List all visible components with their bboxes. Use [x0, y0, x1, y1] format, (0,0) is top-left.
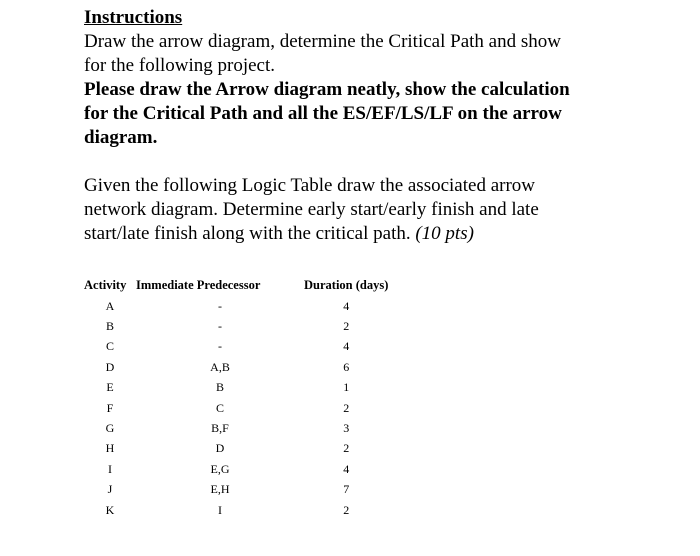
table-row [84, 500, 388, 520]
activity-cell: I [108, 461, 112, 476]
duration-cell: 6 [343, 359, 350, 374]
instructions-line-2: for the following project. [84, 55, 276, 76]
predecessor-cell: A,B [210, 359, 230, 374]
table-row [84, 418, 388, 438]
table-row [84, 378, 388, 398]
header-predecessor: Immediate Predecessor [136, 277, 261, 292]
header-activity: Activity [84, 277, 127, 292]
table-row [84, 357, 388, 377]
duration-cell: 1 [343, 380, 350, 395]
activity-cell: J [107, 482, 113, 497]
predecessor-cell: D [215, 441, 225, 456]
predecessor-cell: C [215, 400, 224, 415]
activity-cell: B [105, 319, 114, 334]
duration-cell: 2 [343, 441, 350, 456]
duration-cell: 4 [343, 339, 350, 354]
instructions-bold-line-3: diagram. [84, 127, 158, 148]
predecessor-cell: B [215, 380, 224, 395]
logic-table [84, 274, 388, 520]
points-label: (10 pts) [415, 223, 474, 244]
activity-cell: E [106, 380, 114, 395]
given-line-3 [84, 222, 684, 246]
given-line-3-text: start/late finish along with the critical path. [84, 223, 416, 244]
duration-cell: 4 [343, 461, 350, 476]
given-line-2: network diagram. Determine early start/early finish and late [84, 199, 539, 220]
predecessor-cell: - [218, 339, 222, 354]
table-row [84, 480, 388, 500]
predecessor-cell: - [218, 298, 222, 313]
table-row [84, 316, 388, 336]
duration-cell: 2 [343, 502, 350, 517]
activity-cell: C [105, 339, 114, 354]
table-row [84, 459, 388, 479]
instructions-bold-line-1: Please draw the Arrow diagram neatly, show the calculation [84, 79, 570, 100]
table-row [84, 439, 388, 459]
predecessor-cell: E,H [210, 482, 230, 497]
table-row [84, 337, 388, 357]
predecessor-cell: - [218, 319, 222, 334]
duration-cell: 7 [343, 482, 350, 497]
duration-cell: 4 [343, 298, 350, 313]
activity-cell: G [105, 421, 115, 436]
predecessor-cell: E,G [210, 461, 230, 476]
duration-cell: 2 [343, 400, 350, 415]
activity-cell: F [106, 400, 114, 415]
duration-cell: 3 [343, 421, 350, 436]
activity-cell: H [105, 441, 115, 456]
instructions-section [84, 6, 684, 246]
instructions-bold-line-2: for the Critical Path and all the ES/EF/LS/LF on the arrow [84, 103, 562, 124]
predecessor-cell: B,F [211, 421, 229, 436]
instructions-line-1: Draw the arrow diagram, determine the Critical Path and show [84, 31, 561, 52]
duration-cell: 2 [343, 319, 350, 334]
header-duration: Duration (days) [304, 277, 389, 292]
given-line-1: Given the following Logic Table draw the associated arrow [84, 175, 536, 196]
instructions-heading: Instructions [84, 7, 183, 28]
logic-table-header-row [84, 274, 388, 296]
table-row [84, 296, 388, 316]
paragraph-spacer [84, 150, 684, 174]
table-row [84, 398, 388, 418]
activity-cell: D [105, 359, 115, 374]
predecessor-cell: I [218, 502, 222, 517]
activity-cell: A [105, 298, 115, 313]
logic-table-body [84, 296, 388, 520]
activity-cell: K [105, 502, 115, 517]
